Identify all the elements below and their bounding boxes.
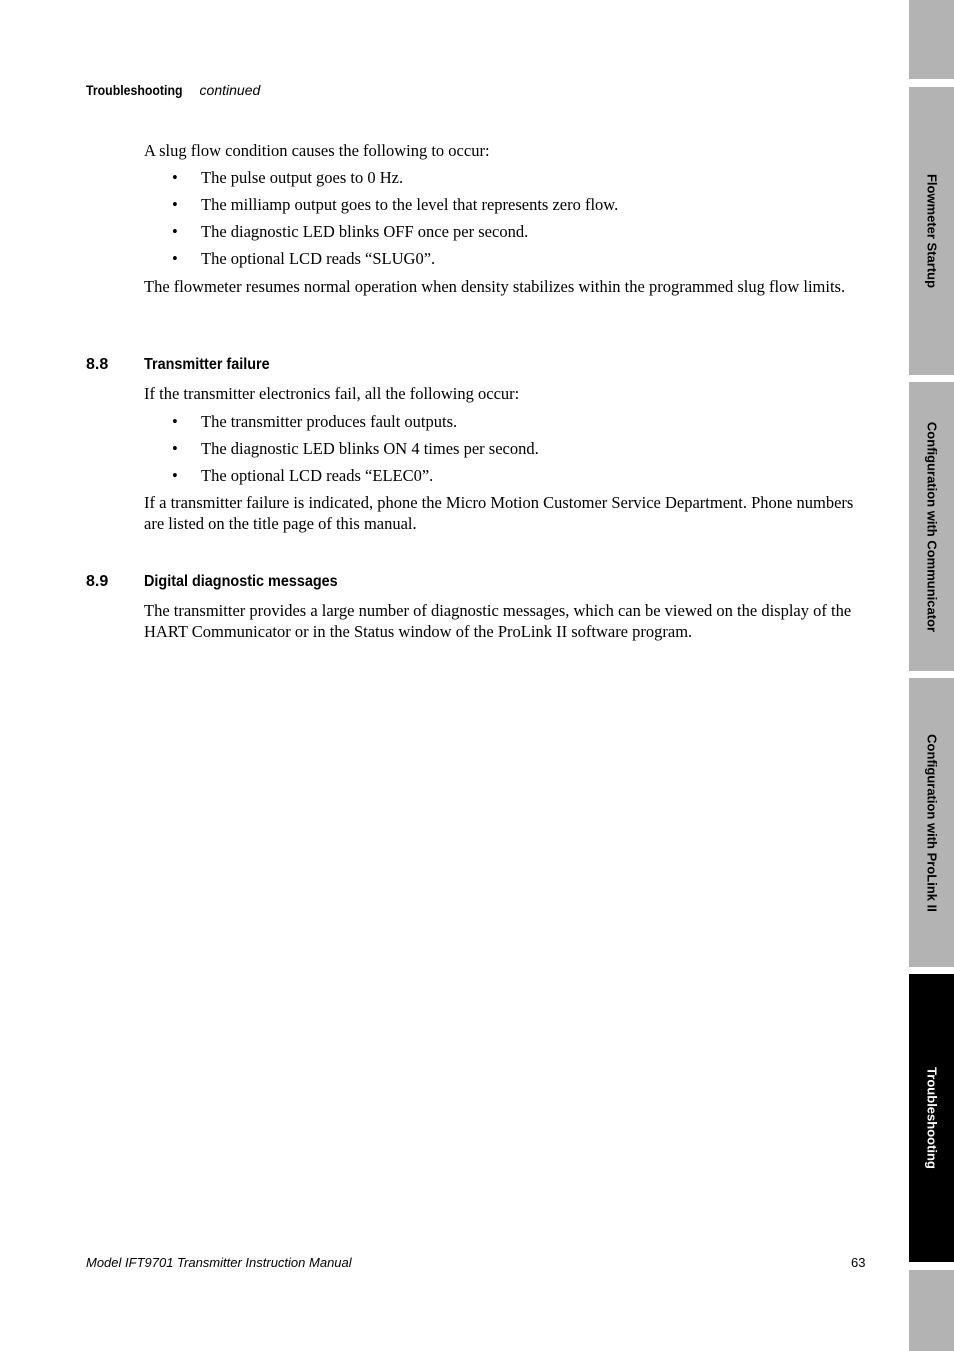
- list-item: • The transmitter produces fault outputs.: [172, 412, 458, 431]
- list-item: • The optional LCD reads “SLUG0”.: [172, 249, 436, 268]
- section-number: 8.8: [86, 356, 109, 373]
- tab-label: Flowmeter Startup: [924, 173, 939, 289]
- side-tab-bottom: [909, 1270, 954, 1351]
- bullet-icon: •: [172, 195, 178, 214]
- bullet-icon: •: [172, 249, 178, 268]
- list-item: • The diagnostic LED blinks ON 4 times per second.: [172, 439, 539, 458]
- running-head-section: Troubleshooting: [86, 82, 183, 98]
- slug-flow-resume: The flowmeter resumes normal operation when density stabilizes within the programmed slug flow limits.: [144, 277, 846, 296]
- bullet-icon: •: [172, 412, 178, 431]
- section-heading-8-8: [86, 356, 284, 374]
- tab-flowmeter-startup[interactable]: [909, 87, 954, 375]
- section-heading-8-9: [86, 573, 359, 591]
- tab-label: Configuration with Communicator: [924, 421, 939, 632]
- transmitter-failure-intro: If the transmitter electronics fail, all the following occur:: [144, 384, 520, 403]
- bullet-icon: •: [172, 168, 178, 187]
- running-head: [86, 82, 260, 98]
- transmitter-failure-note: If a transmitter failure is indicated, phone the Micro Motion Customer Service Department. Phone numbers are listed on the title page of this manual.: [144, 493, 854, 533]
- section-number: 8.9: [86, 573, 109, 590]
- bullet-icon: •: [172, 439, 178, 458]
- tab-troubleshooting[interactable]: [909, 974, 954, 1262]
- footer-page-number: 63: [851, 1255, 866, 1270]
- bullet-icon: •: [172, 466, 178, 485]
- footer-manual-title: Model IFT9701 Transmitter Instruction Manual: [86, 1255, 352, 1270]
- tab-label: Troubleshooting: [924, 1067, 939, 1169]
- section-title: Transmitter failure: [144, 356, 270, 373]
- slug-flow-bullets: [144, 167, 856, 275]
- running-head-continued: continued: [199, 82, 261, 98]
- side-tab-top: [909, 0, 954, 79]
- section-title: Digital diagnostic messages: [144, 573, 338, 590]
- tab-label: Configuration with ProLink II: [924, 733, 939, 912]
- tab-configuration-communicator[interactable]: [909, 382, 954, 671]
- list-item: • The optional LCD reads “ELEC0”.: [172, 466, 434, 485]
- transmitter-failure-bullets: [144, 411, 856, 492]
- diagnostic-messages-body: The transmitter provides a large number of diagnostic messages, which can be viewed on the display of the HART Communicator or in the Status window of the ProLink II software program.: [144, 601, 852, 641]
- bullet-icon: •: [172, 222, 178, 241]
- slug-flow-intro: A slug flow condition causes the following to occur:: [144, 141, 490, 160]
- list-item: • The diagnostic LED blinks OFF once per second.: [172, 222, 529, 241]
- tab-configuration-prolink[interactable]: [909, 678, 954, 967]
- list-item: • The pulse output goes to 0 Hz.: [172, 168, 404, 187]
- list-item: • The milliamp output goes to the level that represents zero flow.: [172, 195, 619, 214]
